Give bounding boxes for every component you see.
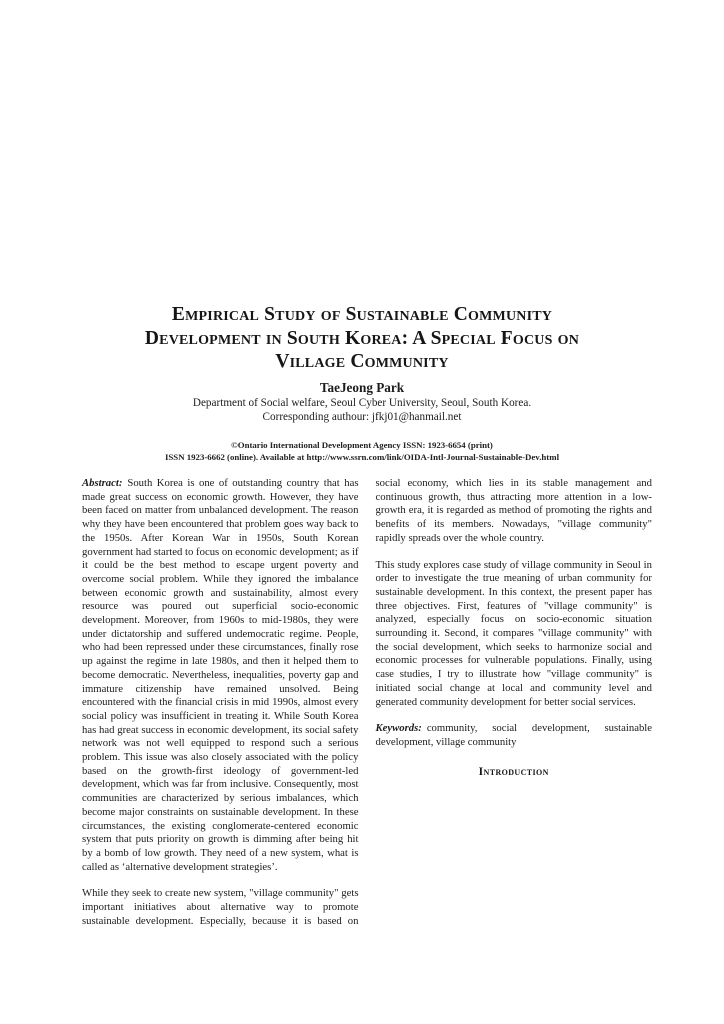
paper-title-line-3: Village Community (275, 351, 449, 373)
author-affiliation: Department of Social welfare, Seoul Cyber University, Seoul, South Korea. (192, 397, 532, 409)
abstract-paragraph (82, 477, 359, 874)
paper-title-line-1: Empirical Study of Sustainable Community (171, 304, 553, 326)
issn-line-print: ©Ontario International Development Agency ISSN: 1923-6654 (print) (231, 440, 493, 450)
abstract-columns (82, 477, 652, 939)
issn-line-online: ISSN 1923-6662 (online). Available at http://www.ssrn.com/link/OIDA-Intl-Journal-Sustainable-Dev.html (164, 452, 560, 463)
paper-title (62, 303, 662, 374)
abstract-label: Abstract: (82, 477, 123, 489)
author-name: TaeJeong Park (319, 380, 405, 395)
abstract-body-text: South Korea is one of outstanding country that has made great success on economic growth. However, they have been faced on matter from unbalanced development. The reason why they have been encountered that problem goes way back to the 1950s. After Korean War in 1950s, South Korean government had started to focus on economic development; as if it could be the best method to escape urgent poverty and overcome social problem. While they ignored the imbalance between economic growth and sustainability, almost every resource was poured out superficial socio-economic development. Moreover, from 1960s to mid-1980s, they were under dictatorship and suffered undemocratic regime. People, who had been repressed under these circumstances, finally rose up against the regime in late 1980s, and then it helped them to become democratic. Nevertheless, inequalities, poverty gap and immature citizenship have remained unsolved. Being encountered with the financial crisis in mid 1990s, almost every social policy was insufficient in treating it. While South Korea has had great success in economic development, its social safety network was not well equipped to respond such a serious problem. This issue was also closely associated with the policy based on the growth-first ideology of government-led development, which was far from inclusive. Consequently, most communities are characterized by serious imbalances, which become major constraints on sustainable development. In these circumstances, the existing conglomerate-centered economic system that puts priority on growth is dimming after being hit by a bomb of low growth. They need of a new system, what is called as ‘alternative development strategies’. (82, 477, 359, 873)
body-paragraph-study-objectives: This study explores case study of village community in Seoul in order to investigate the true meaning of urban community for sustainable development. In this context, the present paper has three objectives. First, features of "village community" is analyzed, especially focus on socio-economic situation surrounding it. Second, it compares "village community" with the social development, which seeks to harmonize social and economic processes for vulnerable populations. Finally, using case studies, I try to illustrate how "village community" is initiated social change at local and community level and generated community development for better social services. (375, 558, 652, 708)
section-heading-introduction: Introduction (478, 765, 549, 778)
issn-block (62, 439, 662, 463)
keywords-text: community, social development, sustainable development, village community (375, 722, 652, 748)
keywords-paragraph (376, 722, 653, 749)
body-paragraph-village-community: While they seek to create new system, "village community" gets important initiatives about alternative way to promote sustainable development. Especially, because it is based on social economy, which lies in its stable management and continuous growth, thus attracting more attention in a low-growth era, it is regarded as method of promoting the rights and benefits of its members. Nowadays, "village community" rapidly spreads over the whole country. (82, 477, 652, 927)
corresponding-author: Corresponding authour: jfkj01@hanmail.net (262, 411, 462, 423)
keywords-label: Keywords: (375, 722, 422, 735)
paper-title-line-2: Development in South Korea: A Special Focus on (144, 327, 580, 349)
